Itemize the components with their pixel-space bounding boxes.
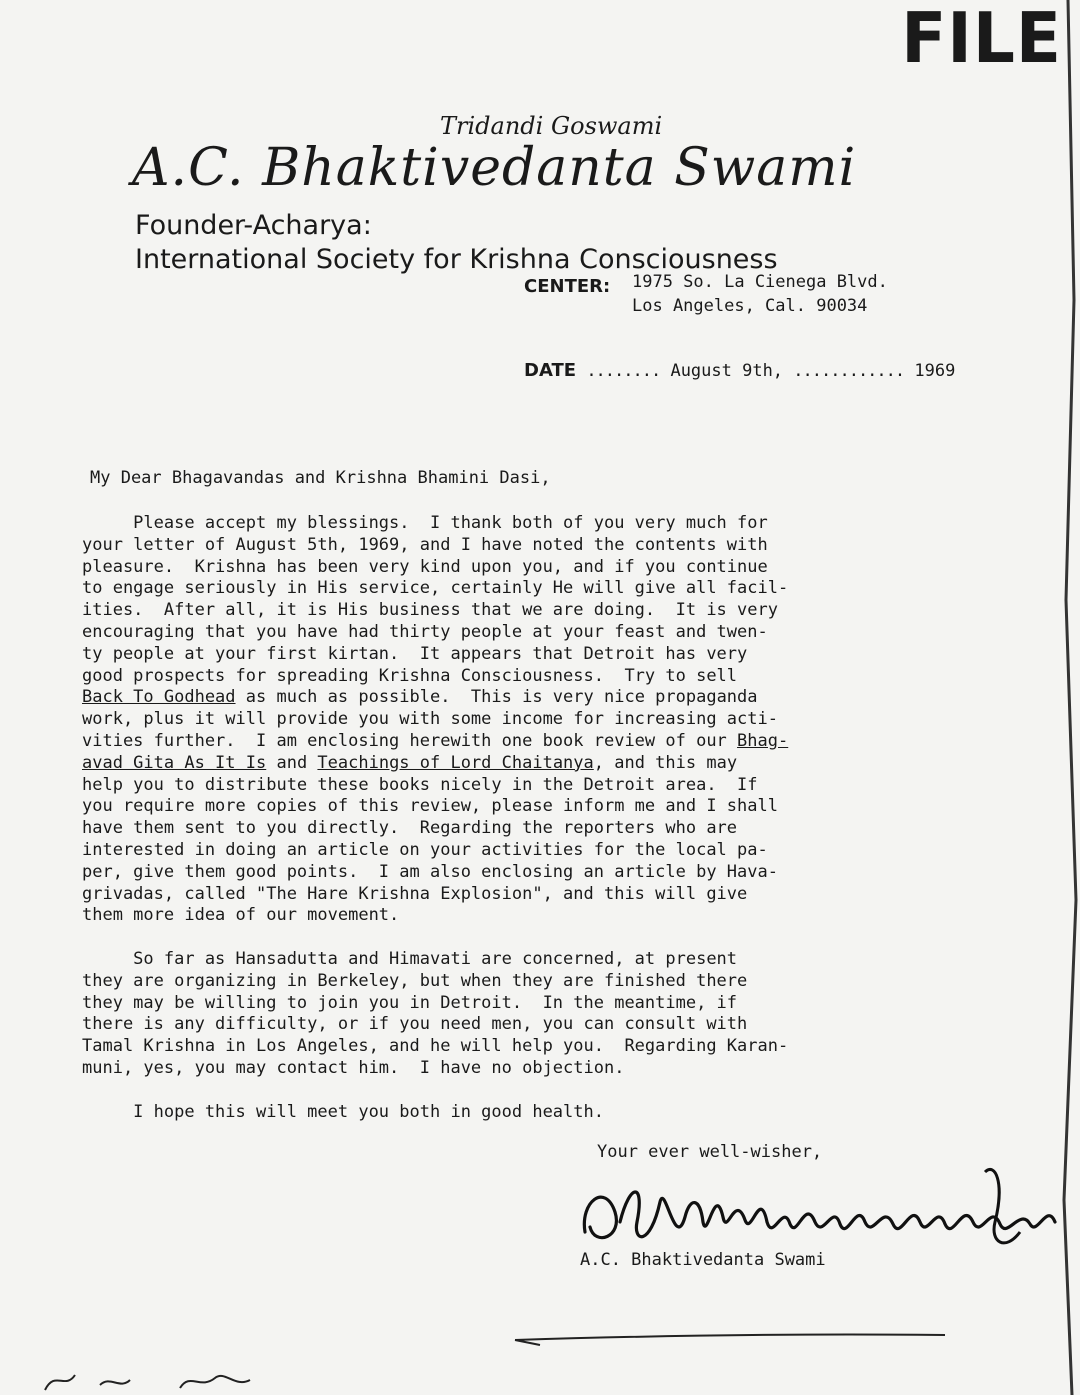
letterhead-subtitle: Tridandi Goswami	[440, 112, 663, 140]
closing: Your ever well-wisher,	[597, 1142, 823, 1162]
date-dots-2: ............	[793, 361, 905, 381]
letterhead-name: A.C. Bhaktivedanta Swami	[132, 138, 857, 198]
page-edge-shadow	[1054, 0, 1080, 1395]
title-bhagavad-gita: Bhag- avad Gita As It Is	[82, 730, 789, 773]
date-dots: ........	[586, 361, 661, 381]
date-value: August 9th,	[670, 361, 784, 381]
body-paragraph-1b: as much as possible. This is very nice propaganda work, plus it will provide you with some income for increasing acti- vities further. I am enclosing herewith one book review of our	[82, 687, 778, 751]
bottom-scribble	[40, 1360, 260, 1395]
date-year: 1969	[914, 361, 956, 381]
letterhead-organization: International Society for Krishna Consciousness	[135, 244, 778, 275]
signatory-name: A.C. Bhaktivedanta Swami	[580, 1250, 826, 1270]
address-line-1: 1975 So. La Cienega Blvd.	[632, 272, 888, 292]
body-paragraph-1d: , and this may help you to distribute these books nicely in the Detroit area. If you require more copies of this review, please inform me and I shall have them sent to you directly. Regarding the reporters who are interested in doing an article on your activities for the local pa- per, give them good points. I am also enclosing an article by Hava- grivadas, called "The Hare Krishna Explosion", and this will give them more idea of our movement.	[82, 752, 778, 926]
body-paragraph-3: I hope this will meet you both in good health.	[82, 1101, 604, 1122]
address-line-2: Los Angeles, Cal. 90034	[632, 296, 868, 316]
body-paragraph-2: So far as Hansadutta and Himavati are concerned, at present they are organizing in Berkeley, but when they are finished there they may be willing to join you in Detroit. In the meantime, if there is any difficulty, or if you need men, you can consult with Tamal Krishna in Los Angeles, and he will help you. Regarding Karan- muni, yes, you may contact him. I have no objection.	[82, 948, 789, 1078]
center-label: CENTER:	[524, 276, 611, 297]
salutation: My Dear Bhagavandas and Krishna Bhamini Dasi,	[90, 468, 551, 488]
letterhead-role: Founder-Acharya:	[135, 210, 372, 241]
title-teachings-lord-chaitanya: Teachings of Lord Chaitanya	[317, 752, 594, 773]
pen-stroke	[510, 1315, 950, 1355]
letter-body	[82, 513, 1002, 1123]
file-stamp: FILE	[901, 0, 1062, 79]
body-paragraph-1c: and	[266, 752, 318, 773]
body-paragraph-1a: Please accept my blessings. I thank both of you very much for your letter of August 5th, 1969, and I have noted the contents with pleasure. Krishna has been very kind upon you, and if you continue to engage seriously in His service, certainly He will give all facil- ities. After all, it is His business that we are doing. It is very encouraging that you have had thirty people at your feast and twen- ty people at your first kirtan. It appears that Detroit has very good prospects for spreading Krishna Consciousness. Try to sell	[82, 513, 789, 686]
date-label: DATE	[524, 360, 577, 381]
title-back-to-godhead: Back To Godhead	[82, 687, 236, 708]
date-row	[524, 360, 955, 381]
